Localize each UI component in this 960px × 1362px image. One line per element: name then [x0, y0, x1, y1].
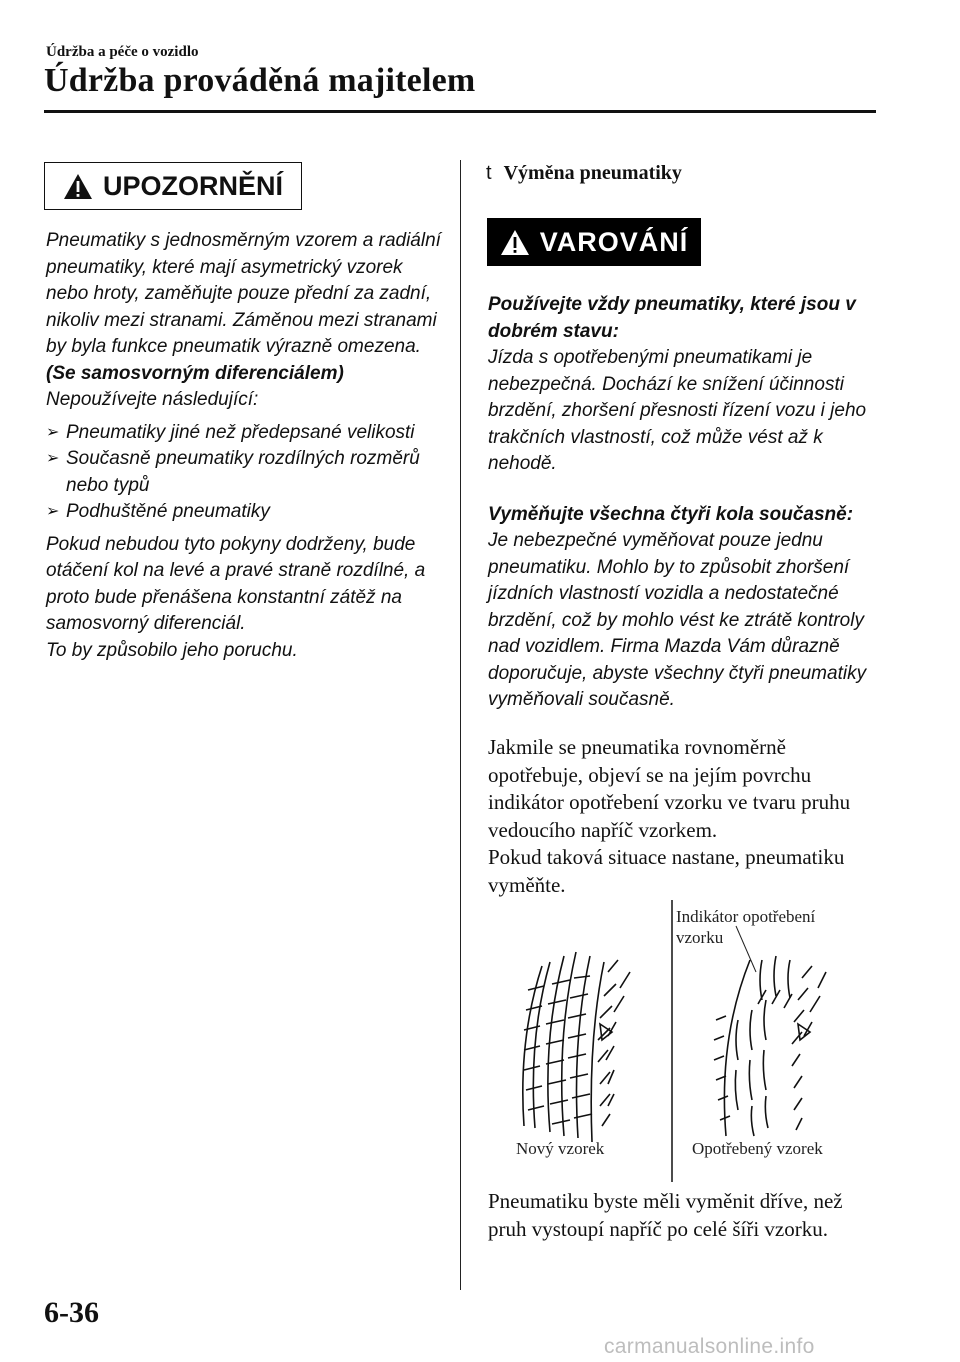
- arrow-right-icon: ➢: [46, 450, 60, 467]
- warning-paragraph: Je nebezpečné vyměňovat pouze jednu pneumatiku. Mohlo by to způsobit zhoršení jízdních vlastností vozidla a nedostatečné brzdění, což by mohlo vést ke ztrátě kontroly nad vozidlem. Firma Mazda Vám důrazně doporučuje, abyste všechny čtyři pneumatiky vyměňovali současně.: [488, 530, 867, 710]
- section-marker: t: [486, 162, 492, 184]
- warning-triangle-icon: [63, 173, 93, 200]
- body-text: [488, 734, 880, 899]
- warning-title: Vyměňujte všechna čtyři kola současně:: [488, 503, 854, 525]
- worn-tread-label: Opotřebený vzorek: [692, 1139, 823, 1158]
- caution-bullet-list: [46, 420, 446, 526]
- warning-title: Používejte vždy pneumatiky, které jsou v dobrém stavu:: [488, 294, 856, 342]
- title-rule: [44, 110, 876, 113]
- indicator-label: Indikátor opotřebení: [676, 907, 816, 926]
- indicator-label: vzorku: [676, 928, 724, 947]
- warning-label: VAROVÁNÍ: [539, 226, 689, 257]
- page-number: 6-36: [44, 1296, 99, 1329]
- caution-paragraph: Pokud nebudou tyto pokyny dodrženy, bude otáčení kol na levé a pravé straně rozdílné, a proto bude přenášena konstantní zátěž na samosvorný diferenciál.: [46, 533, 426, 634]
- tread-wear-figure: [480, 900, 880, 1190]
- arrow-right-icon: ➢: [46, 423, 60, 441]
- body-paragraph: Jakmile se pneumatika rovnoměrně opotřebuje, objeví se na jejím povrchu indikátor opotřebení vzorku ve tvaru pruhu vedoucího napříč vzorkem.: [488, 735, 851, 842]
- caution-paragraph: Pneumatiky s jednosměrným vzorem a radiální pneumatiky, které mají asymetrický vzorek nebo hroty, zaměňujte pouze přední za zadní, nikoliv mezi stranami. Záměnou mezi stranami by byla funkce pneumatik výrazně omezena.: [46, 230, 441, 357]
- caution-intro: Nepoužívejte následující:: [46, 389, 259, 410]
- caution-content: [46, 228, 446, 664]
- warning-content: [488, 292, 880, 714]
- section-title: Výměna pneumatiky: [503, 162, 682, 184]
- worn-tread-drawing: [714, 956, 826, 1136]
- list-item: ➢ Pneumatiky jiné než předepsané velikosti: [46, 420, 446, 447]
- list-item: ➢ Současně pneumatiky rozdílných rozměrů nebo typů: [46, 448, 420, 496]
- arrow-right-icon: ➢: [46, 503, 60, 520]
- list-item: ➢ Podhuštěné pneumatiky: [46, 499, 446, 526]
- caution-paragraph: To by způsobilo jeho poruchu.: [46, 639, 298, 661]
- column-divider: [460, 160, 461, 1290]
- body-text: [488, 1188, 880, 1243]
- warning-paragraph: Jízda s opotřebenými pneumatikami je nebezpečná. Dochází ke snížení účinnosti brzdění, zhoršení přesnosti řízení vozu i jeho trakčních vlastností, což může vést až k nehodě.: [488, 347, 867, 474]
- page-title: Údržba prováděná majitelem: [44, 62, 476, 99]
- breadcrumb: Údržba a péče o vozidlo: [46, 44, 199, 60]
- body-paragraph: Pokud taková situace nastane, pneumatiku vyměňte.: [488, 845, 845, 897]
- watermark: carmanualsonline.info: [604, 1335, 815, 1358]
- body-paragraph: Pneumatiku byste měli vyměnit dříve, než pruh vystoupí napříč po celé šíři vzorku.: [488, 1189, 843, 1241]
- warning-triangle-icon: [500, 229, 530, 256]
- caution-label: UPOZORNĚNÍ: [102, 170, 283, 201]
- new-tread-drawing: [523, 952, 630, 1142]
- caution-box: [44, 162, 302, 210]
- section-heading: [486, 162, 682, 185]
- caution-subheading: (Se samosvorným diferenciálem): [46, 362, 344, 384]
- new-tread-label: Nový vzorek: [516, 1139, 605, 1158]
- warning-box: [487, 218, 701, 266]
